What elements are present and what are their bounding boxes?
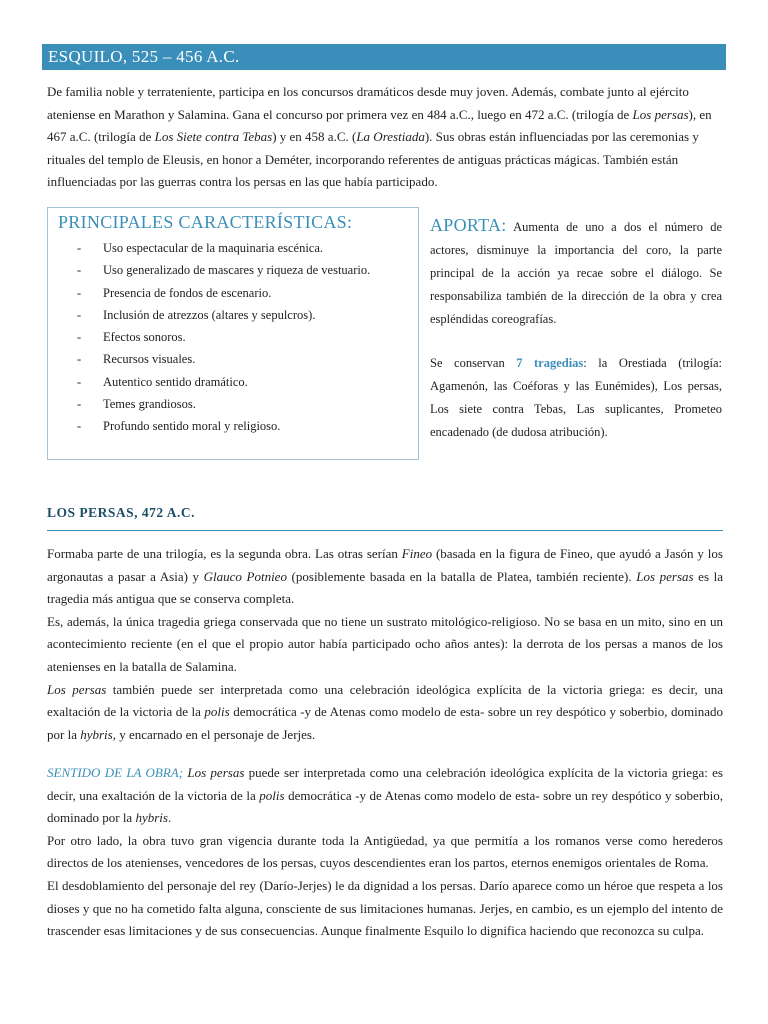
bullet-dash: - [77, 352, 82, 367]
tragedias-paragraph: Se conservan 7 tragedias: la Orestiada (trilogía: Agamenón, las Coéforas y las Eunémides), Los persas, Los siete contra Tebas, Las suplicantes, Prometeo encadenado (de dudosa atribución). [430, 356, 722, 439]
list-item: - Uso espectacular de la maquinaria escénica. [77, 237, 370, 259]
bullet-dash: - [77, 374, 82, 389]
list-item: - Efectos sonoros. [77, 326, 370, 348]
list-item: - Recursos visuales. [77, 348, 370, 370]
bullet-dash: - [77, 241, 82, 255]
paragraph: SENTIDO DE LA OBRA; Los persas puede ser interpretada como una celebración ideológica explícita de la victoria griega: es decir, una exaltación de la victoria de la polis democrática -y de Atenas como modelo de esta- sobre un rey despótico y soberbio, dominado por la hybris. [47, 765, 724, 826]
aporta-paragraph: APORTA: Aumenta de uno a dos el número de actores, disminuye la importancia del coro, la parte principal de la acción ya recae sobre el diálogo. Se responsabiliza también de la dirección de la obra y crea espléndidas coreografías. [430, 215, 722, 326]
list-item: - Profundo sentido moral y religioso. [77, 415, 370, 437]
list-item: - Presencia de fondos de escenario. [77, 282, 370, 304]
bullet-dash: - [77, 263, 82, 278]
los-persas-body [47, 543, 723, 746]
paragraph: Los persas también puede ser interpretada como una celebración ideológica explícita de la victoria griega: es decir, una exaltación de la victoria de la polis democrática -y de Atenas como modelo de esta- sobre un rey despótico y soberbio, dominado por la hybris, y encarnado en el personaje de Jerjes. [47, 681, 723, 742]
paragraph: Es, además, la única tragedia griega conservada que no tiene un sustrato mitológico-religioso. No se basa en un mito, sino en un acontecimiento reciente (en el que el propio autor había participado ocho años antes): la derrota de los persas a manos de los atenienses en la batalla de Salamina. [47, 613, 723, 674]
tragedias-highlight: 7 tragedias [516, 356, 584, 370]
list-item: - Uso generalizado de mascares y riqueza de vestuario. [77, 259, 370, 281]
features-list [77, 237, 370, 438]
page-title-banner [42, 44, 726, 70]
section-title-los-persas: LOS PERSAS, 472 A.C. [47, 505, 196, 520]
bullet-dash: - [77, 419, 82, 434]
features-panel [47, 207, 419, 460]
bullet-dash: - [77, 330, 82, 345]
list-item: - Autentico sentido dramático. [77, 371, 370, 393]
paragraph: El desdoblamiento del personaje del rey (Darío-Jerjes) le da dignidad a los persas. Darío aparece como un héroe que respeta a los dioses y que no ha cometido falta alguna, consciente de sus limitaciones humanas. Jerjes, en cambio, es un ejemplo del intento de trascender esas limitaciones y de sus consecuencias. Aunque finalmente Esquilo lo dignifica haciendo que reconozca su culpa. [47, 877, 723, 939]
list-item: - Inclusión de atrezzos (altares y sepulcros). [77, 304, 370, 326]
list-item: - Temes grandiosos. [77, 393, 370, 415]
sentido-body [47, 762, 723, 943]
section-divider [47, 530, 723, 531]
features-title: PRINCIPALES CARACTERÍSTICAS: [58, 212, 353, 232]
sentido-label: SENTIDO DE LA OBRA; [47, 765, 184, 780]
paragraph: Formaba parte de una trilogía, es la segunda obra. Las otras serían Fineo (basada en la figura de Fineo, que ayudó a Jasón y los argonautas a pasar a Asia) y Glauco Potnieo (posiblemente basada en la batalla de Platea, también reciente). Los persas es la tragedia más antigua que se conserva completa. [47, 546, 723, 607]
page-title: ESQUILO, 525 – 456 A.C. [48, 47, 240, 66]
bullet-dash: - [77, 307, 82, 322]
paragraph: Por otro lado, la obra tuvo gran vigencia durante toda la Antigüedad, ya que permitía a los romanos verse como herederos directos de los atenienses, vencedores de los persas, cuyos descendientes eran los partos, eternos enemigos orientales de Roma. [47, 832, 723, 871]
bullet-dash: - [77, 285, 82, 300]
aporta-title: APORTA: [430, 215, 507, 235]
bullet-dash: - [77, 397, 82, 412]
intro-paragraph: De familia noble y terrateniente, participa en los concursos dramáticos desde muy joven. Además, combate junto al ejército ateniense en Marathon y Salamina. Gana el concurso por primera vez en 484 a.C., luego en 472 a.C. (trilogía de Los persas), en 467 a.C. (trilogía de Los Siete contra Tebas) y en 458 a.C. (La Orestiada). Sus obras están influenciadas por las ceremonias y rituales del templo de Eleusis, en honor a Deméter, incorporando referentes de antiguas prácticas mágicas. También están influenciadas por las guerras contra los persas en las que había participado. [47, 84, 712, 190]
